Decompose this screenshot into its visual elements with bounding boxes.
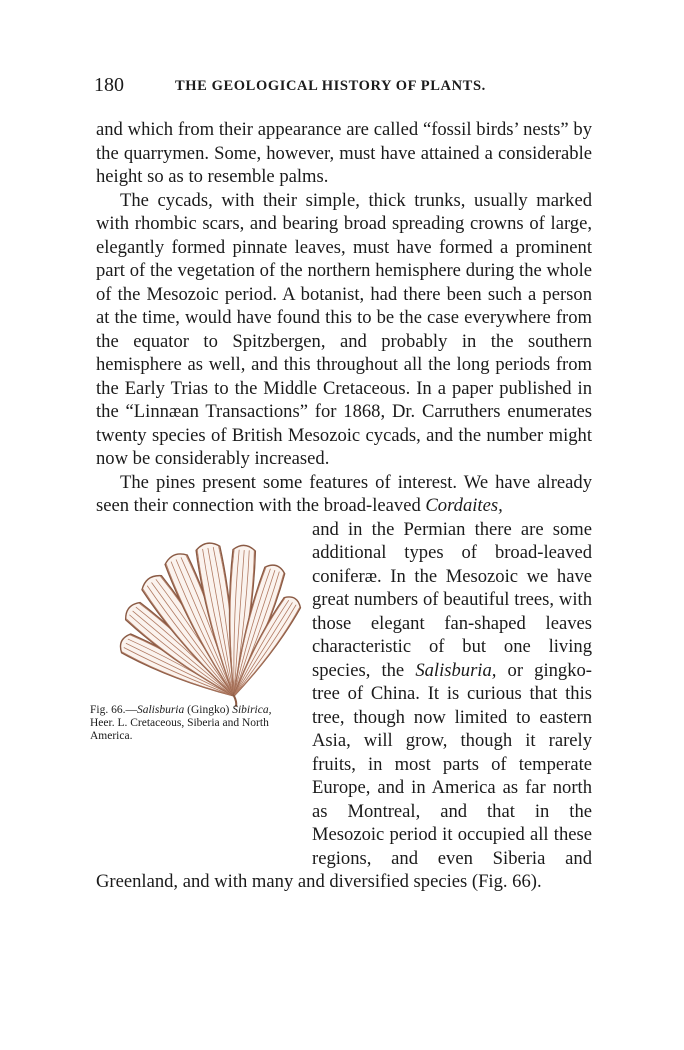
caption-paren: (Gingko) [184,703,233,716]
paragraph-2: The cycads, with their simple, thick trunks, usually marked with rhombic scars, and bearing broad spreading crowns of large, elegantly formed pinnate leaves, must have formed a prominent part of the vegetation of the northern hemisphere during the whole of the Mesozoic period. A botanist, had there been such a person at the time, would have found this to be the case everywhere from the equator to Spitzbergen, and probably in the southern hemisphere as well, and this throughout all the long periods from the Early Trias to the Middle Cretaceous. In a paper published in the “Linnæan Transactions” for 1868, Dr. Carruthers enumerates twenty species of British Mesozoic cycads, and the number might now be considerably increased. [96,189,592,469]
running-title: THE GEOLOGICAL HISTORY OF PLANTS. [175,78,486,94]
paragraph-1: and which from their appearance are called “fossil birds’ nests” by the quarrymen. Some, however, must have attained a considerable height so as to resemble palms. [96,119,592,187]
paragraph-3-part-a: The pines present some features of interest. We have already seen their connection with the broad-leaved [96,471,592,516]
figure-66 [84,518,306,863]
caption-genus: Salisburia [136,703,185,716]
salisburia-term: Salisburia, [415,659,497,681]
caption-rest: Heer. L. Cretaceous, Siberia and North America. [90,716,269,742]
main-text [90,118,592,894]
paragraph-3-part-c: or gingko-tree of China. It is curious that this tree, though now limited to eastern Asia, will grow, though it rarely fruits, in most parts of temperate Europe, and in America as far north as Montreal, and that in the Mesozoic period it occupied all these regions, and even Siberia and Greenland, and with many and diversified species (Fig. 66). [96,659,592,892]
running-header [92,72,592,102]
caption-label: Fig. 66.— [90,703,137,716]
paragraph-3 [96,471,592,518]
figure-caption [90,704,286,743]
gingko-leaf-illustration [84,518,306,708]
paragraph-3-part-b: and in the Permian there are some additional types of broad-leaved coniferæ. In the Mesozoic we have great numbers of beautiful trees, with those elegant fan-shaped leaves characteristic of but one living species, the [312,518,592,681]
page-number: 180 [94,74,124,96]
cordaites-term: Cordaites, [425,495,503,516]
caption-species: Sibirica, [232,703,272,716]
